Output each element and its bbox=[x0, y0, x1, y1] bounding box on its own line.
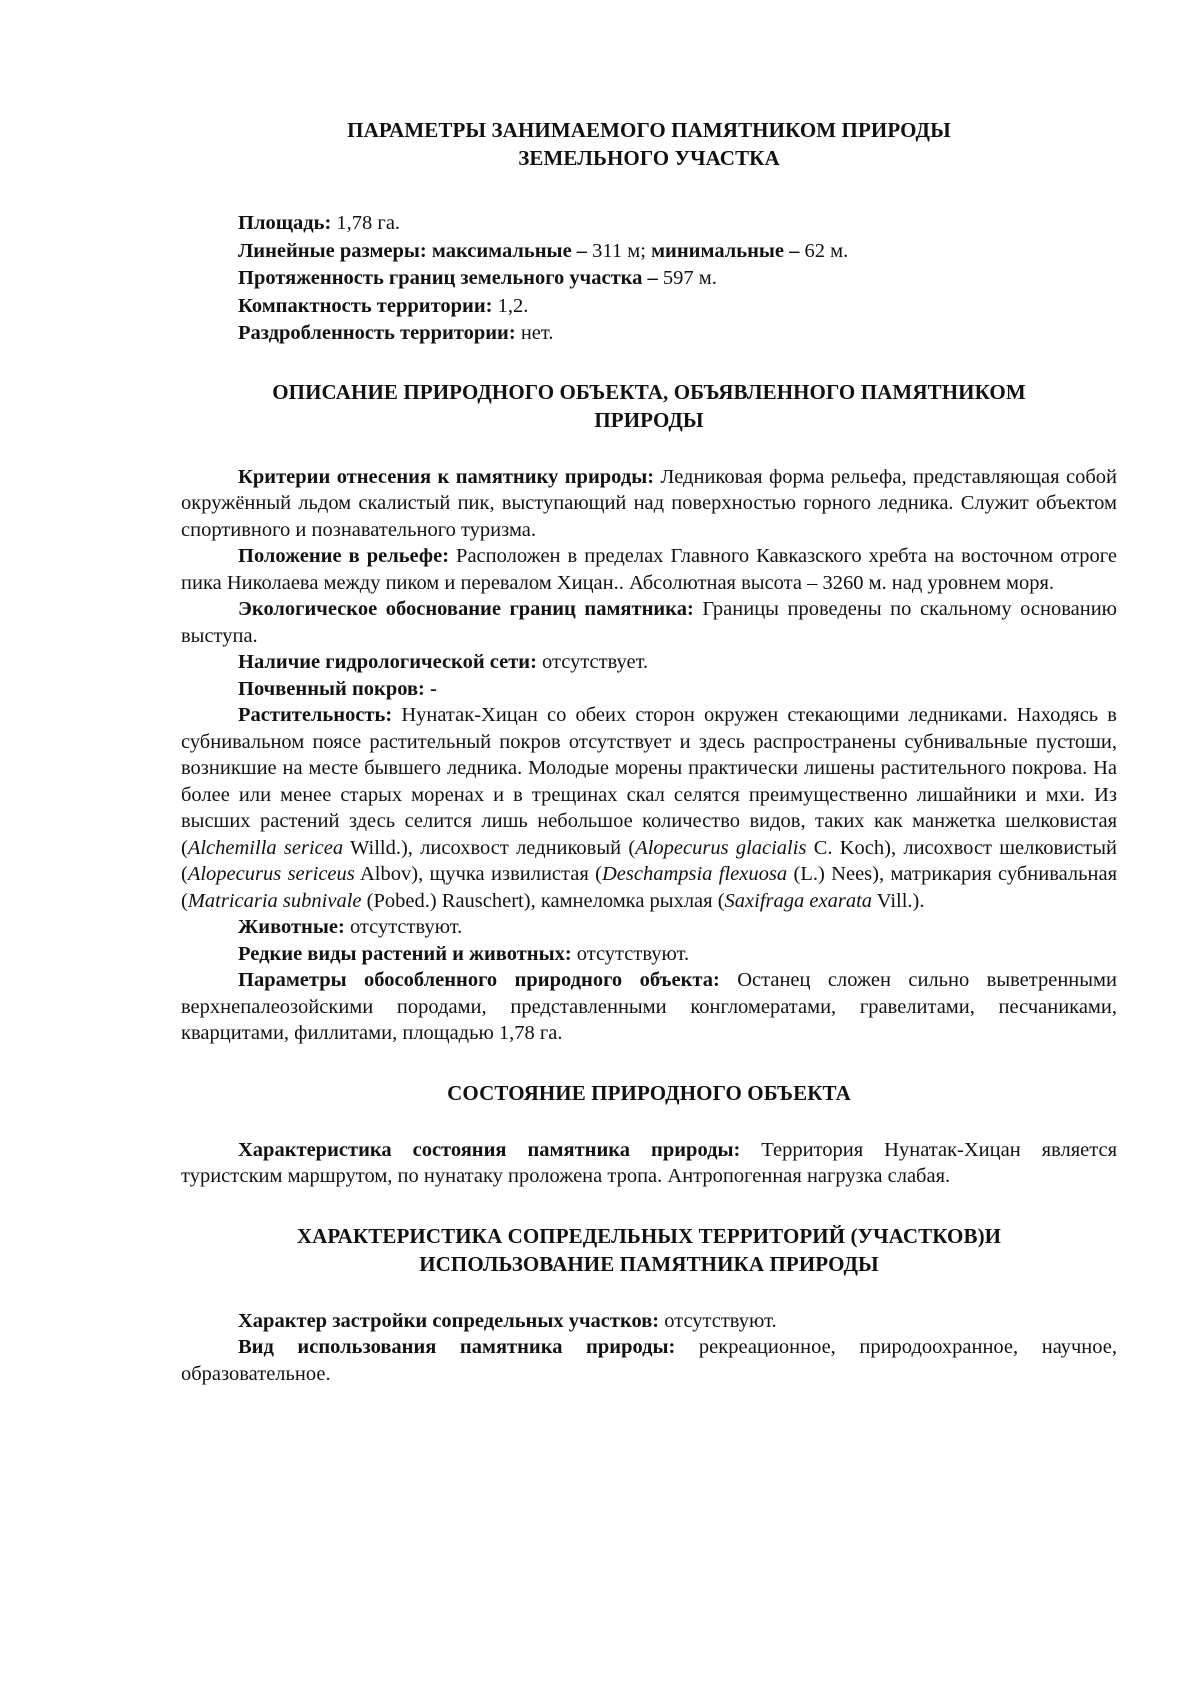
compactness-label: Компактность территории: bbox=[238, 294, 493, 317]
rare-species-text: отсутствуют. bbox=[571, 942, 690, 965]
border-length-label: Протяженность границ земельного участка – bbox=[238, 267, 658, 289]
species-name: Alchemilla sericea bbox=[187, 836, 344, 859]
species-name: Matricaria subnivale bbox=[187, 889, 362, 912]
eco-text: Границы проведены по скальному основанию выступа. bbox=[181, 598, 1117, 647]
linear-size-min: 62 м. bbox=[799, 239, 849, 262]
spacer bbox=[181, 1107, 1117, 1137]
border-length-value: 597 м. bbox=[657, 267, 717, 289]
relief-paragraph bbox=[181, 543, 1117, 596]
vegetation-label: Растительность: bbox=[238, 704, 393, 726]
criteria-paragraph bbox=[181, 464, 1117, 544]
spacer bbox=[181, 434, 1117, 464]
criteria-label: Критерии отнесения к памятнику природы: bbox=[238, 465, 655, 488]
vegetation-text: (Pobed.) Rauschert), камнеломка рыхлая ( bbox=[361, 889, 725, 912]
eco-paragraph bbox=[181, 596, 1117, 649]
rare-species-paragraph bbox=[181, 941, 1117, 968]
state-text: Территория Нунатак-Хицан является туристским маршрутом, по нунатаку проложена тропа. Антропогенная нагрузка слабая. bbox=[181, 1138, 1117, 1187]
compactness-line bbox=[238, 293, 1117, 321]
relief-label: Положение в рельефе: bbox=[238, 545, 450, 567]
usage-text: рекреационное, природоохранное, научное, образовательное. bbox=[181, 1336, 1118, 1385]
eco-label: Экологическое обоснование границ памятника: bbox=[238, 598, 694, 620]
section-1-title-line-1: ПАРАМЕТРЫ ЗАНИМАЕМОГО ПАМЯТНИКОМ ПРИРОДЫ bbox=[347, 118, 951, 142]
animals-text: отсутствуют. bbox=[344, 916, 463, 938]
buildings-label: Характер застройки сопредельных участков: bbox=[238, 1309, 660, 1332]
fragmentation-value: нет. bbox=[515, 322, 554, 344]
hydro-label: Наличие гидрологической сети: bbox=[238, 651, 537, 673]
linear-size-line bbox=[238, 238, 1117, 266]
isolated-object-paragraph bbox=[181, 967, 1117, 1047]
linear-size-min-label: минимальные – bbox=[651, 239, 800, 262]
criteria-text: Ледниковая форма рельефа, представляющая собой окружённый льдом скалистый пик, выступающий над поверхностью горного ледника. Служит объектом спортивного и познавательного туризма. bbox=[181, 465, 1117, 541]
section-2-title-line-1: ОПИСАНИЕ ПРИРОДНОГО ОБЪЕКТА, ОБЪЯВЛЕННОГО ПАМЯТНИКОМ bbox=[272, 379, 1026, 404]
relief-text: Расположен в пределах Главного Кавказского хребта на восточном отроге пика Николаева между пиком и перевалом Хицан.. Абсолютная высота – 3260 м. над уровнем моря. bbox=[181, 545, 1117, 594]
rare-species-label: Редкие виды растений и животных: bbox=[238, 942, 572, 965]
usage-paragraph bbox=[181, 1334, 1117, 1387]
vegetation-text: (L.) Nees), матрикария субнивальная ( bbox=[181, 863, 1118, 912]
animals-paragraph bbox=[181, 914, 1117, 941]
area-line bbox=[238, 210, 1117, 238]
area-value: 1,78 га. bbox=[331, 212, 401, 234]
isolated-object-text: Останец сложен сильно выветренными верхнепалеозойскими породами, представленными конгломератами, гравелитами, песчаниками, кварцитами, филлитами, площадью 1,78 га. bbox=[181, 969, 1117, 1044]
usage-label: Вид использования памятника природы: bbox=[238, 1336, 676, 1358]
section-2-title bbox=[181, 378, 1117, 434]
vegetation-paragraph bbox=[181, 702, 1117, 914]
vegetation-text: Albov), щучка извилистая ( bbox=[354, 863, 602, 885]
isolated-object-label: Параметры обособленного природного объекта: bbox=[238, 969, 720, 991]
fragmentation-line bbox=[238, 320, 1117, 348]
species-name: Saxifraga exarata bbox=[724, 889, 873, 912]
hydro-text: отсутствует. bbox=[536, 651, 649, 673]
vegetation-text: Нунатак-Хицан со обеих сторон окружен стекающими ледниками. Находясь в субнивальном поясе растительный покров отсутствует и здесь распространены субнивальные пустоши, возникшие на месте бывшего ледника. Молодые морены практически лишены растительного покрова. На более или менее старых моренах и в трещинах скал селятся преимущественно лишайники и мхи. Из высших растений здесь селится лишь небольшое количество видов, таких как манжетка шелковистая ( bbox=[181, 704, 1117, 859]
land-parameters bbox=[238, 210, 1117, 348]
section-1-title-line-2: ЗЕМЕЛЬНОГО УЧАСТКА bbox=[518, 146, 780, 170]
section-4-title-line-2: ИСПОЛЬЗОВАНИЕ ПАМЯТНИКА ПРИРОДЫ bbox=[419, 1251, 879, 1276]
spacer bbox=[181, 1278, 1117, 1308]
border-length-line bbox=[238, 265, 1117, 293]
buildings-paragraph bbox=[181, 1308, 1117, 1335]
state-label: Характеристика состояния памятника природы: bbox=[238, 1138, 741, 1161]
animals-label: Животные: bbox=[238, 916, 345, 938]
compactness-value: 1,2. bbox=[492, 294, 529, 317]
soil-paragraph bbox=[181, 676, 1117, 703]
vegetation-text: C. Koch), лисохвост шелковистый ( bbox=[181, 836, 1117, 885]
section-4-title bbox=[181, 1222, 1117, 1278]
species-name: Alopecurus sericeus bbox=[187, 863, 355, 885]
section-3-title: СОСТОЯНИЕ ПРИРОДНОГО ОБЪЕКТА bbox=[447, 1080, 851, 1105]
buildings-text: отсутствуют. bbox=[659, 1309, 777, 1332]
document-content bbox=[181, 116, 1117, 1387]
vegetation-text: Willd.), лисохвост ледниковый ( bbox=[343, 836, 636, 859]
section-4-title-line-1: ХАРАКТЕРИСТИКА СОПРЕДЕЛЬНЫХ ТЕРРИТОРИЙ (УЧАСТКОВ)И bbox=[296, 1223, 1002, 1248]
species-name: Deschampsia flexuosa bbox=[601, 863, 788, 885]
area-label: Площадь: bbox=[238, 212, 332, 234]
linear-size-max: 311 м; bbox=[587, 239, 652, 262]
hydro-paragraph bbox=[181, 649, 1117, 676]
state-paragraph bbox=[181, 1137, 1117, 1190]
section-2-title-line-2: ПРИРОДЫ bbox=[594, 407, 704, 432]
fragmentation-label: Раздробленность территории: bbox=[238, 322, 516, 344]
section-1-title bbox=[181, 116, 1117, 172]
species-name: Alopecurus glacialis bbox=[635, 836, 807, 859]
vegetation-text: Vill.). bbox=[872, 889, 925, 912]
linear-size-label: Линейные размеры: максимальные – bbox=[238, 239, 588, 262]
soil-label: Почвенный покров: - bbox=[238, 677, 437, 700]
